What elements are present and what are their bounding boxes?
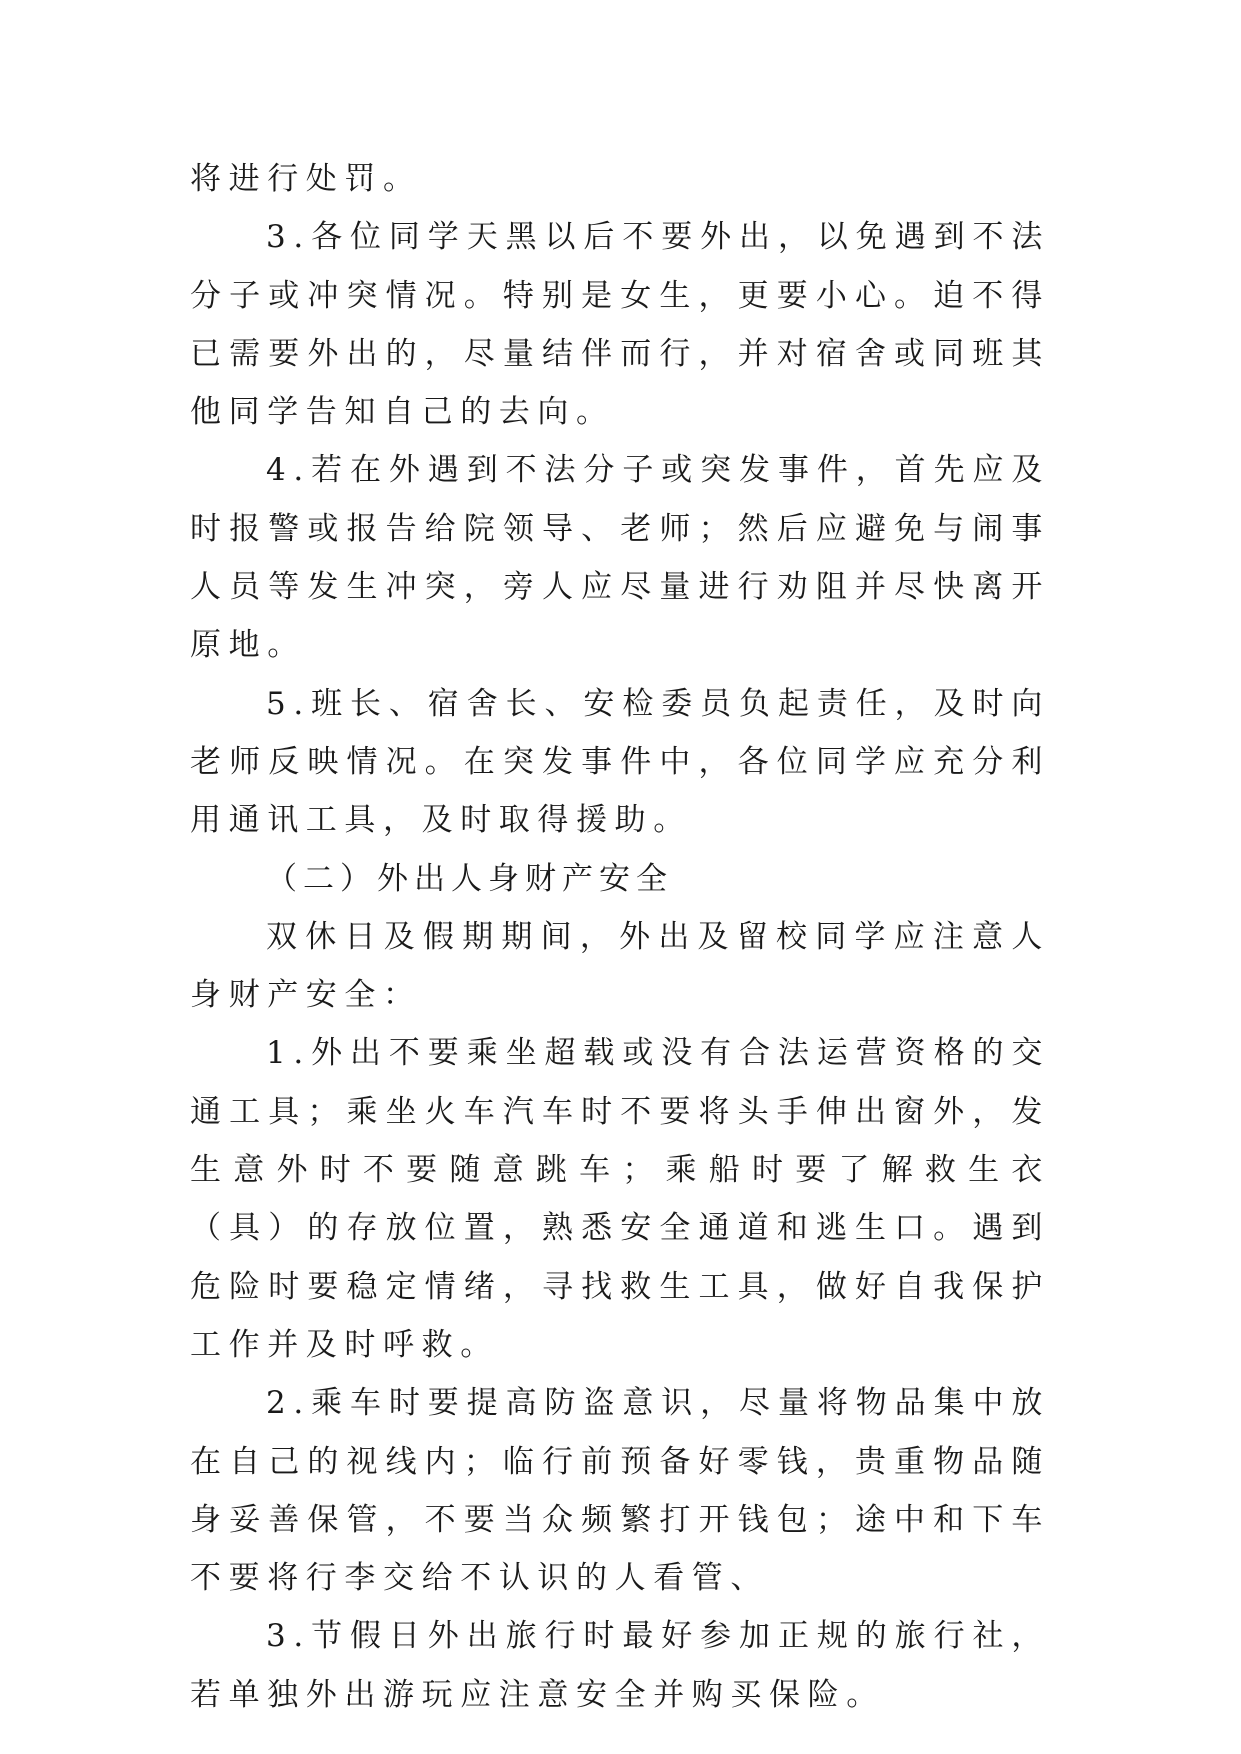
paragraph-item-3-travel: 3.节假日外出旅行时最好参加正规的旅行社，若单独外出游玩应注意安全并购买保险。 bbox=[190, 1618, 1050, 1713]
paragraph-item-4-emergency: 4.若在外遇到不法分子或突发事件，首先应及时报警或报告给院领导、老师；然后应避免与闹事人员等发生冲突，旁人应尽量进行劝阻并尽快离开原地。 bbox=[190, 452, 1050, 664]
paragraph-item-2-theft: 2.乘车时要提高防盗意识，尽量将物品集中放在自己的视线内；临行前预备好零钱，贵重物品随身妥善保管，不要当众频繁打开钱包；途中和下车不要将行李交给不认识的人看管、 bbox=[190, 1385, 1050, 1597]
document-body bbox=[190, 150, 1050, 1724]
paragraph-intro-property-safety: 双休日及假期期间，外出及留校同学应注意人身财产安全： bbox=[190, 918, 1050, 1014]
section-heading-property-safety: （二）外出人身财产安全 bbox=[266, 860, 673, 897]
paragraph-item-1-transport: 1.外出不要乘坐超载或没有合法运营资格的交通工具；乘坐火车汽车时不要将头手伸出窗外，发生意外时不要随意跳车；乘船时要了解救生衣（具）的存放位置，熟悉安全通道和逃生口。遇到危险时要稳定情绪，寻找救生工具，做好自我保护工作并及时呼救。 bbox=[190, 1035, 1050, 1363]
paragraph-item-3-night-outing: 3.各位同学天黑以后不要外出，以免遇到不法分子或冲突情况。特别是女生，更要小心。迫不得已需要外出的，尽量结伴而行，并对宿舍或同班其他同学告知自己的去向。 bbox=[190, 219, 1050, 431]
paragraph-item-5-responsibility: 5.班长、宿舍长、安检委员负起责任，及时向老师反映情况。在突发事件中，各位同学应充分利用通讯工具，及时取得援助。 bbox=[190, 685, 1050, 839]
paragraph-penalty-continuation: 将进行处罚。 bbox=[190, 161, 422, 197]
